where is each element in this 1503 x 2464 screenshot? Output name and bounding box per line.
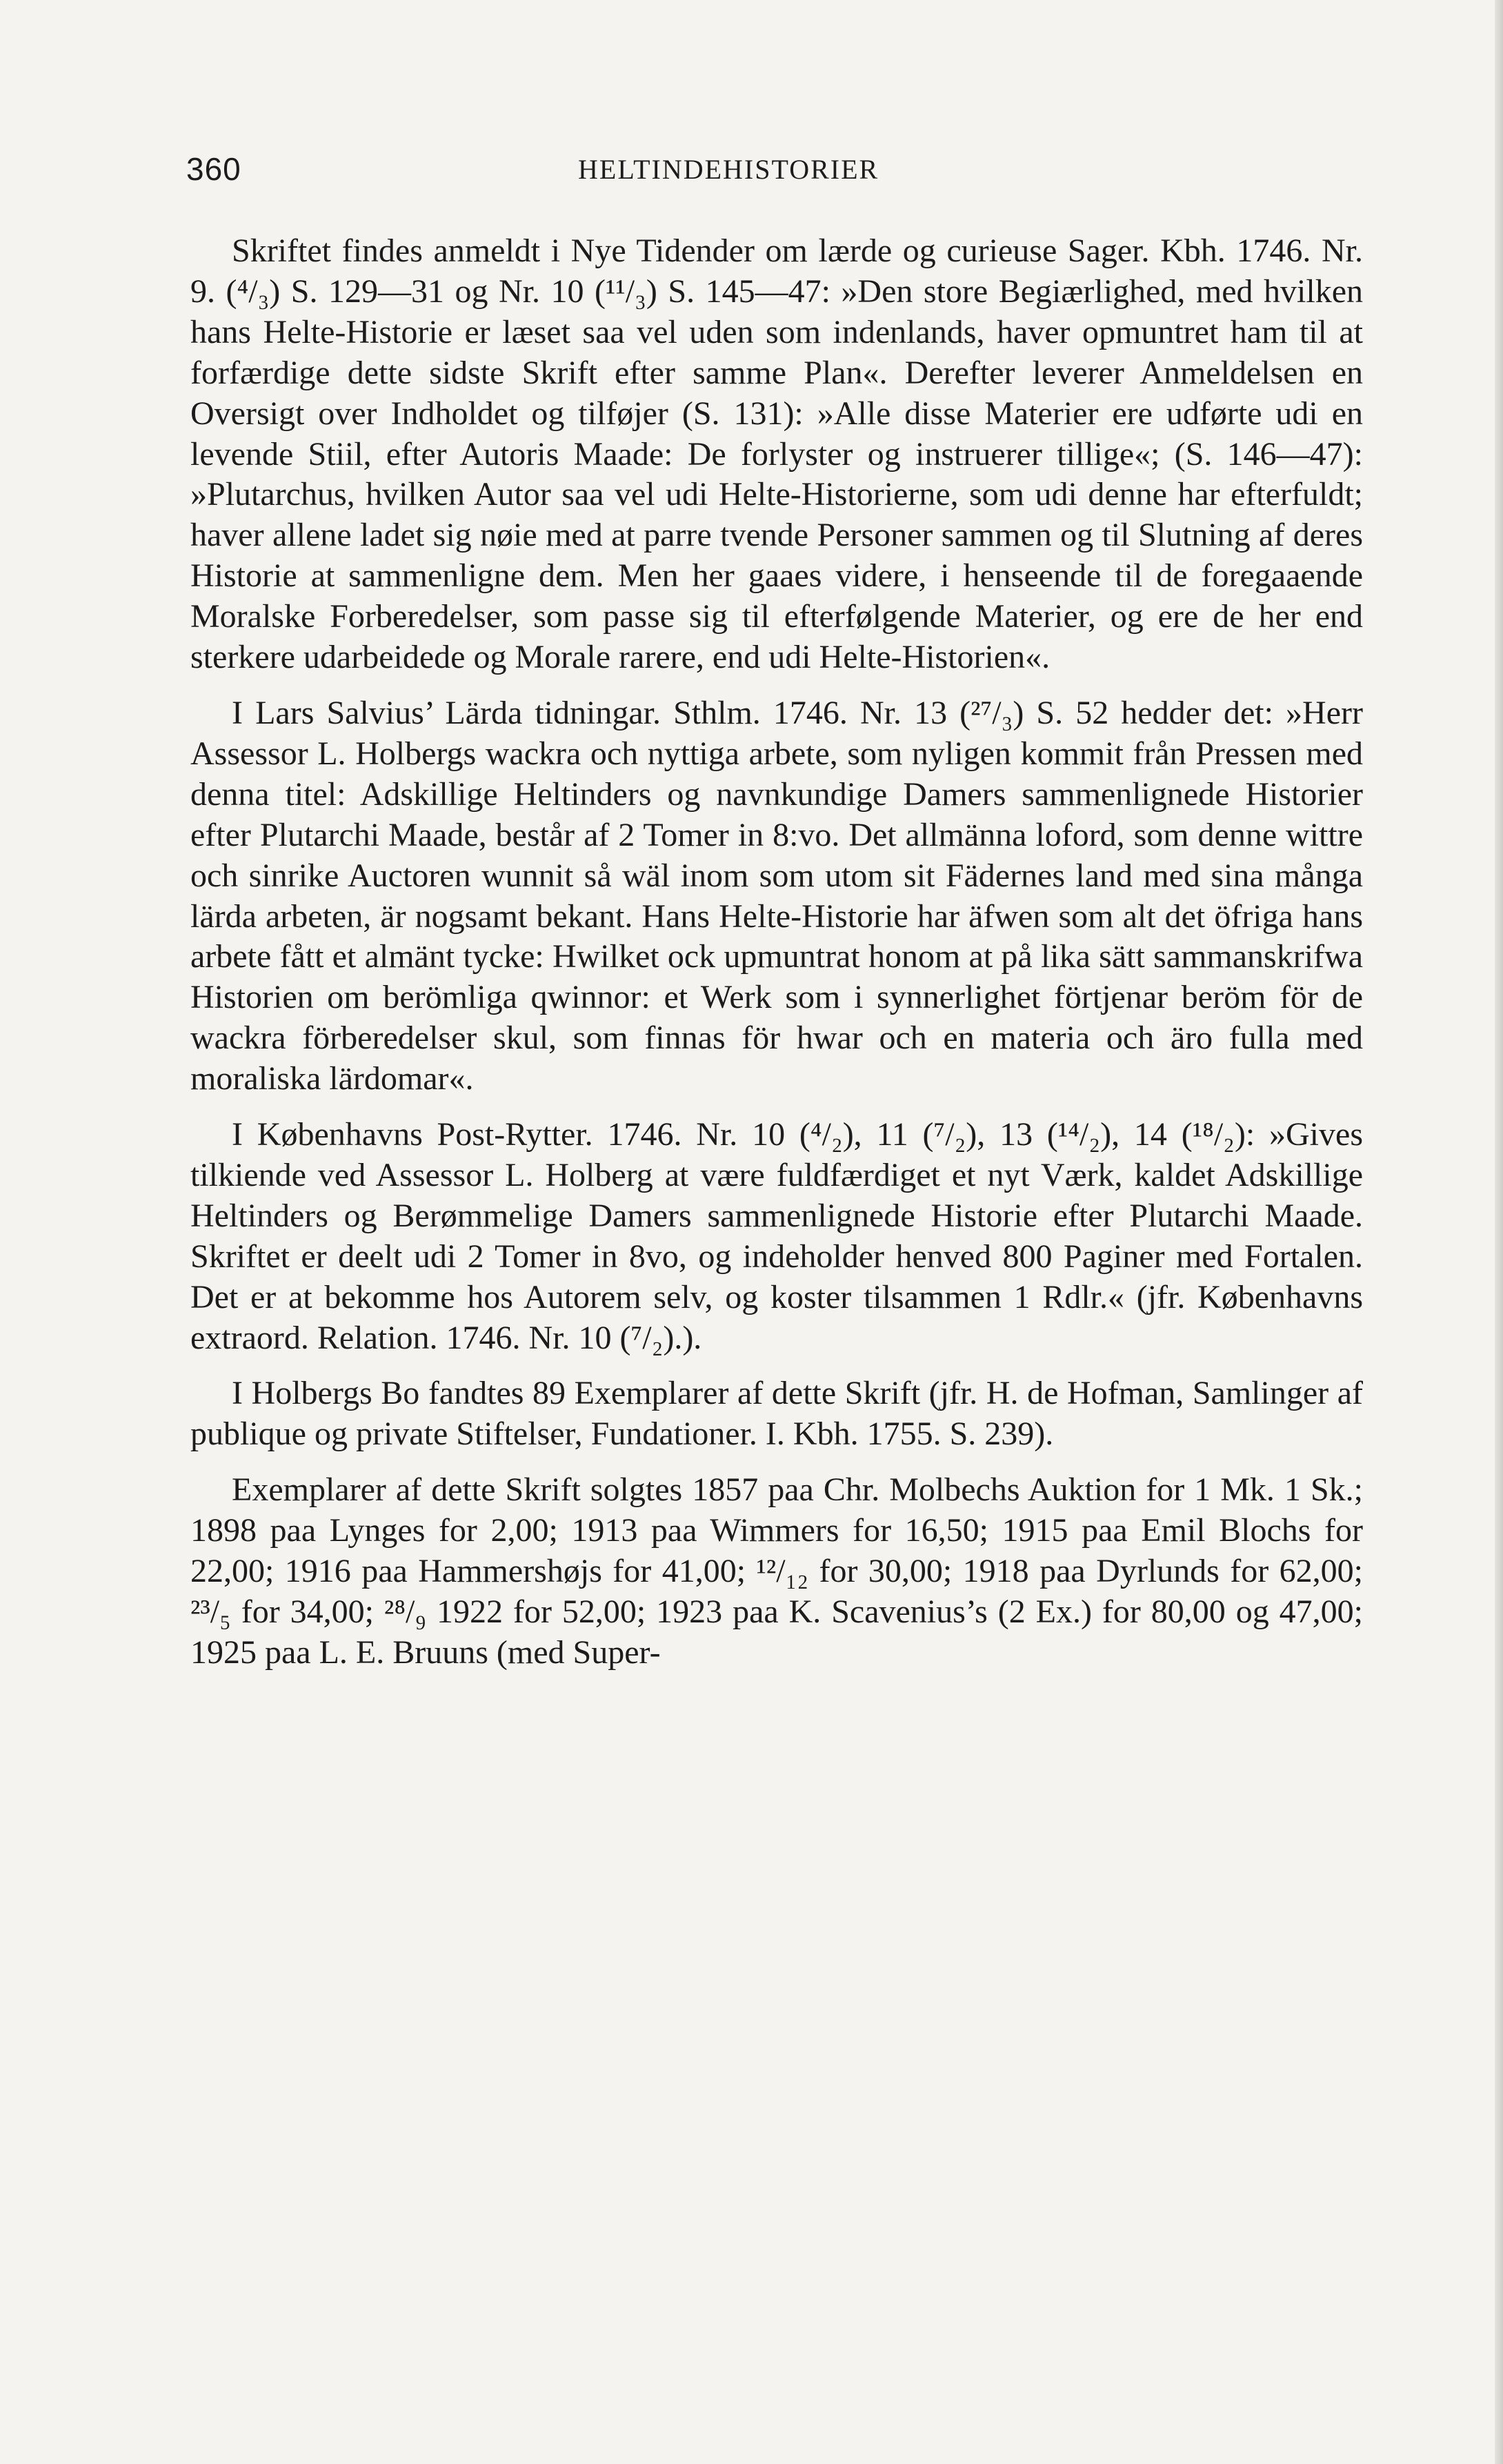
running-title: HELTINDEHISTORIER xyxy=(578,154,879,185)
paragraph-holbergs-bo: I Holbergs Bo fandtes 89 Exemplarer af dette Skrift (jfr. H. de Hofman, Samlinger af publique og private Stiftelser, Fundationer. I. Kbh. 1755. S. 239). xyxy=(190,1375,1363,1453)
body-text xyxy=(190,231,1363,1689)
paragraph-post-rytter: I Københavns Post-Rytter. 1746. Nr. 10 (⁴/₂), 11 (⁷/₂), 13 (¹⁴/₂), 14 (¹⁸/₂): »Gives tilkiende ved Assessor L. Holberg at være fuldfærdiget et nyt Værk, kaldet Adskillige Heltinders og Berømmelige Damers sammenlignede Historie efter Plutarchi Maade. Skriftet er deelt udi 2 Tomer in 8vo, og indeholder henved 800 Paginer med Fortalen. Det er at bekomme hos Autorem selv, og koster tilsammen 1 Rdlr.« (jfr. Københavns extraord. Relation. 1746. Nr. 10 (⁷/₂).). xyxy=(190,1116,1363,1356)
paragraph-larda-tidningar: I Lars Salvius’ Lärda tidningar. Sthlm. 1746. Nr. 13 (²⁷/₃) S. 52 hedder det: »Herr Assessor L. Holbergs wackra och nyttiga arbete, som nyligen kommit från Pressen med denna titel: Adskillige Heltinders og navnkundige Damers sammenlignede Historier efter Plutarchi Maade, består af 2 Tomer in 8:vo. Det allmänna loford, som denne wittre och sinrike Auctoren wunnit så wäl inom som utom sit Fädernes land med sina många lärda arbeten, är nogsamt bekant. Hans Helte-Historie har äfwen som alt det öfriga hans arbete fått et almänt tycke: Hwilket ock upmuntrat honom at på lika sätt sammanskrifwa Historien om berömliga qwinnor: et Werk som i synnerlighet förtjenar beröm för de wackra förberedelser skul, som finnas för hwar och en materia och äro fulla med moraliska lärdomar«. xyxy=(190,694,1363,1097)
page-edge xyxy=(1495,0,1503,2464)
page-number: 360 xyxy=(186,151,241,187)
paragraph-exemplarer: Exemplarer af dette Skrift solgtes 1857 paa Chr. Molbechs Auktion for 1 Mk. 1 Sk.; 1898 paa Lynges for 2,00; 1913 paa Wimmers for 16,50; 1915 paa Emil Blochs for 22,00; 1916 paa Hammershøjs for 41,00; ¹²/₁₂ for 30,00; 1918 paa Dyrlunds for 62,00; ²³/₅ for 34,00; ²⁸/₉ 1922 for 52,00; 1923 paa K. Scavenius’s (2 Ex.) for 80,00 og 47,00; 1925 paa L. E. Bruuns (med Super- xyxy=(190,1471,1363,1671)
paragraph-nye-tidender: Skriftet findes anmeldt i Nye Tidender om lærde og curieuse Sager. Kbh. 1746. Nr. 9. (⁴/₃) S. 129—31 og Nr. 10 (¹¹/₃) S. 145—47: »Den store Begiærlighed, med hvilken hans Helte-Historie er læset saa vel uden som indenlands, haver opmuntret ham til at forfærdige dette sidste Skrift efter samme Plan«. Derefter leverer Anmeldelsen en Oversigt over Indholdet og tilføjer (S. 131): »Alle disse Materier ere udførte udi en levende Stiil, efter Autoris Maade: De forlyster og instruerer tillige«; (S. 146—47): »Plutarchus, hvilken Autor saa vel udi Helte-Historierne, som udi denne har efterfuldt; haver allene ladet sig nøie med at parre tvende Personer sammen og til Slutning af deres Historie at sammenligne dem. Men her gaaes videre, i henseende til de foregaaende Moralske Forberedelser, som passe sig til efterfølgende Materier, og ere de her end sterkere udarbeidede og Morale rarere, end udi Helte-Historien«. xyxy=(190,232,1363,676)
page-header xyxy=(186,150,1359,192)
